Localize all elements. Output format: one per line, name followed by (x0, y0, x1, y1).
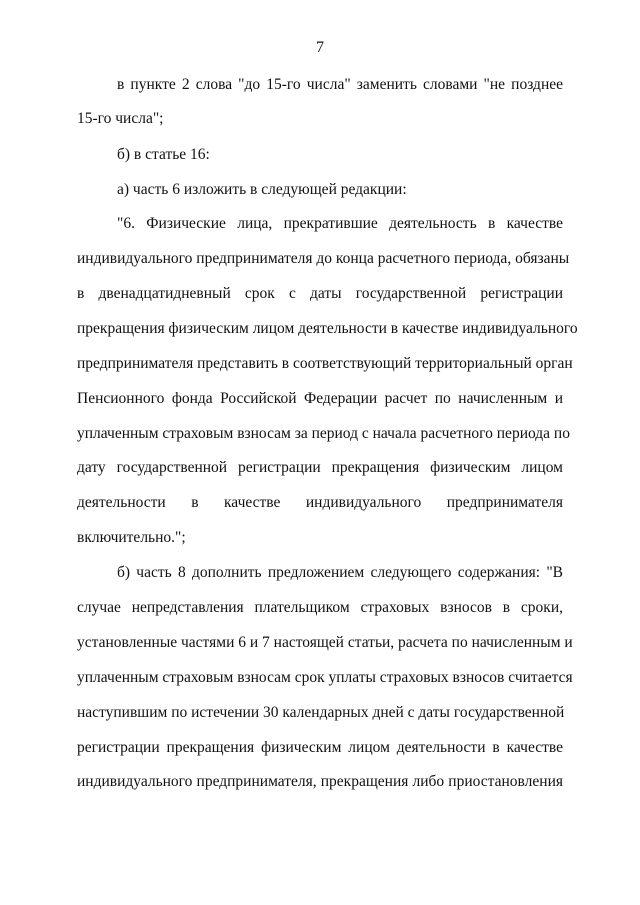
text-line: прекращения физическим лицом деятельности в качестве индивидуального (77, 320, 578, 337)
text-line: б) часть 8 дополнить предложением следующего содержания: "В (117, 564, 563, 581)
text-line: в двенадцатидневный срок с даты государственной регистрации (77, 285, 563, 302)
text-line: уплаченным страховым взносам за период с начала расчетного периода по (77, 425, 570, 442)
text-line: случае непредставления плательщиком страховых взносов в сроки, (77, 599, 563, 616)
text-line: 15-го числа"; (77, 110, 164, 127)
text-line: уплаченным страховым взносам срок уплаты страховых взносов считается (77, 669, 573, 686)
text-line: а) часть 6 изложить в следующей редакции: (117, 181, 407, 198)
text-line: Пенсионного фонда Российской Федерации расчет по начисленным и (77, 390, 563, 407)
text-line: индивидуального предпринимателя до конца расчетного периода, обязаны (77, 250, 570, 267)
text-line: наступившим по истечении 30 календарных дней с даты государственной (77, 704, 565, 721)
text-line: установленные частями 6 и 7 настоящей статьи, расчета по начисленным и (77, 634, 573, 651)
text-line: в пункте 2 слова "до 15-го числа" заменить словами "не позднее (117, 76, 563, 93)
text-line: б) в статье 16: (117, 146, 210, 163)
text-line: "6. Физические лица, прекратившие деятельность в качестве (117, 215, 563, 232)
text-line: предпринимателя представить в соответствующий территориальный орган (77, 355, 573, 372)
text-line: деятельности в качестве индивидуального предпринимателя (77, 494, 563, 511)
text-line: включительно."; (77, 529, 186, 546)
page-number: 7 (316, 39, 324, 56)
text-line: дату государственной регистрации прекращения физическим лицом (77, 459, 563, 476)
text-line: индивидуального предпринимателя, прекращения либо приостановления (77, 773, 563, 790)
text-line: регистрации прекращения физическим лицом деятельности в качестве (77, 739, 563, 756)
